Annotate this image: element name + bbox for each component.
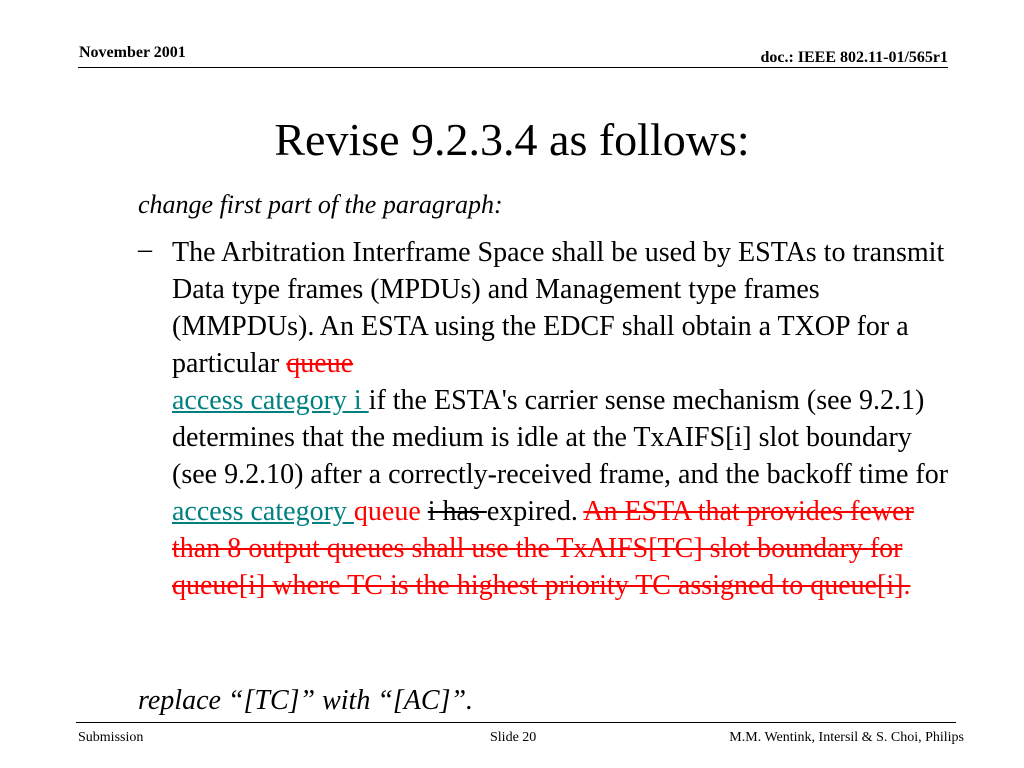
footer-rule — [76, 722, 956, 723]
inserted-access-category: access category — [172, 496, 354, 527]
header-doc-ref: doc.: IEEE 802.11-01/565r1 — [760, 49, 948, 66]
body-text-3: expired. — [486, 496, 584, 527]
deleted-queue: queue — [286, 348, 354, 379]
footer-slide-number: Slide 20 — [490, 730, 537, 745]
deleted-i-has: i has — [427, 496, 487, 527]
intro-text: change first part of the paragraph: — [138, 190, 503, 219]
header-date: November 2001 — [79, 44, 186, 61]
bullet-dash: – — [138, 234, 152, 265]
footer-submission: Submission — [78, 730, 144, 745]
header-rule — [78, 67, 948, 68]
body-text-2: if the ESTA's carrier sense mechanism (see 9.2.1) determines that the medium is idle at the TxAIFS[i] slot boundary (see 9.2.10) after a correctly-received frame, and the backoff time for — [172, 385, 949, 490]
slide-title: Revise 9.2.3.4 as follows: — [274, 114, 750, 165]
inserted-access-category-i: access category i — [172, 385, 369, 416]
footer-authors: M.M. Wentink, Intersil & S. Choi, Philips — [729, 730, 964, 745]
queue-red: queue — [353, 496, 428, 527]
revision-paragraph — [172, 234, 962, 604]
deleted-sentence: An ESTA that provides fewer than 8 output queues shall use the TxAIFS[TC] slot boundary for queue[i] where TC is the highest priority TC assigned to queue[i]. — [172, 496, 914, 601]
body-text-1: The Arbitration Interframe Space shall be used by ESTAs to transmit Data type frames (MPDUs) and Management type frames (MMPDUs). An ESTA using the EDCF shall obtain a TXOP for a particular — [172, 237, 945, 379]
outro-text: replace “[TC]” with “[AC]”. — [138, 685, 474, 716]
